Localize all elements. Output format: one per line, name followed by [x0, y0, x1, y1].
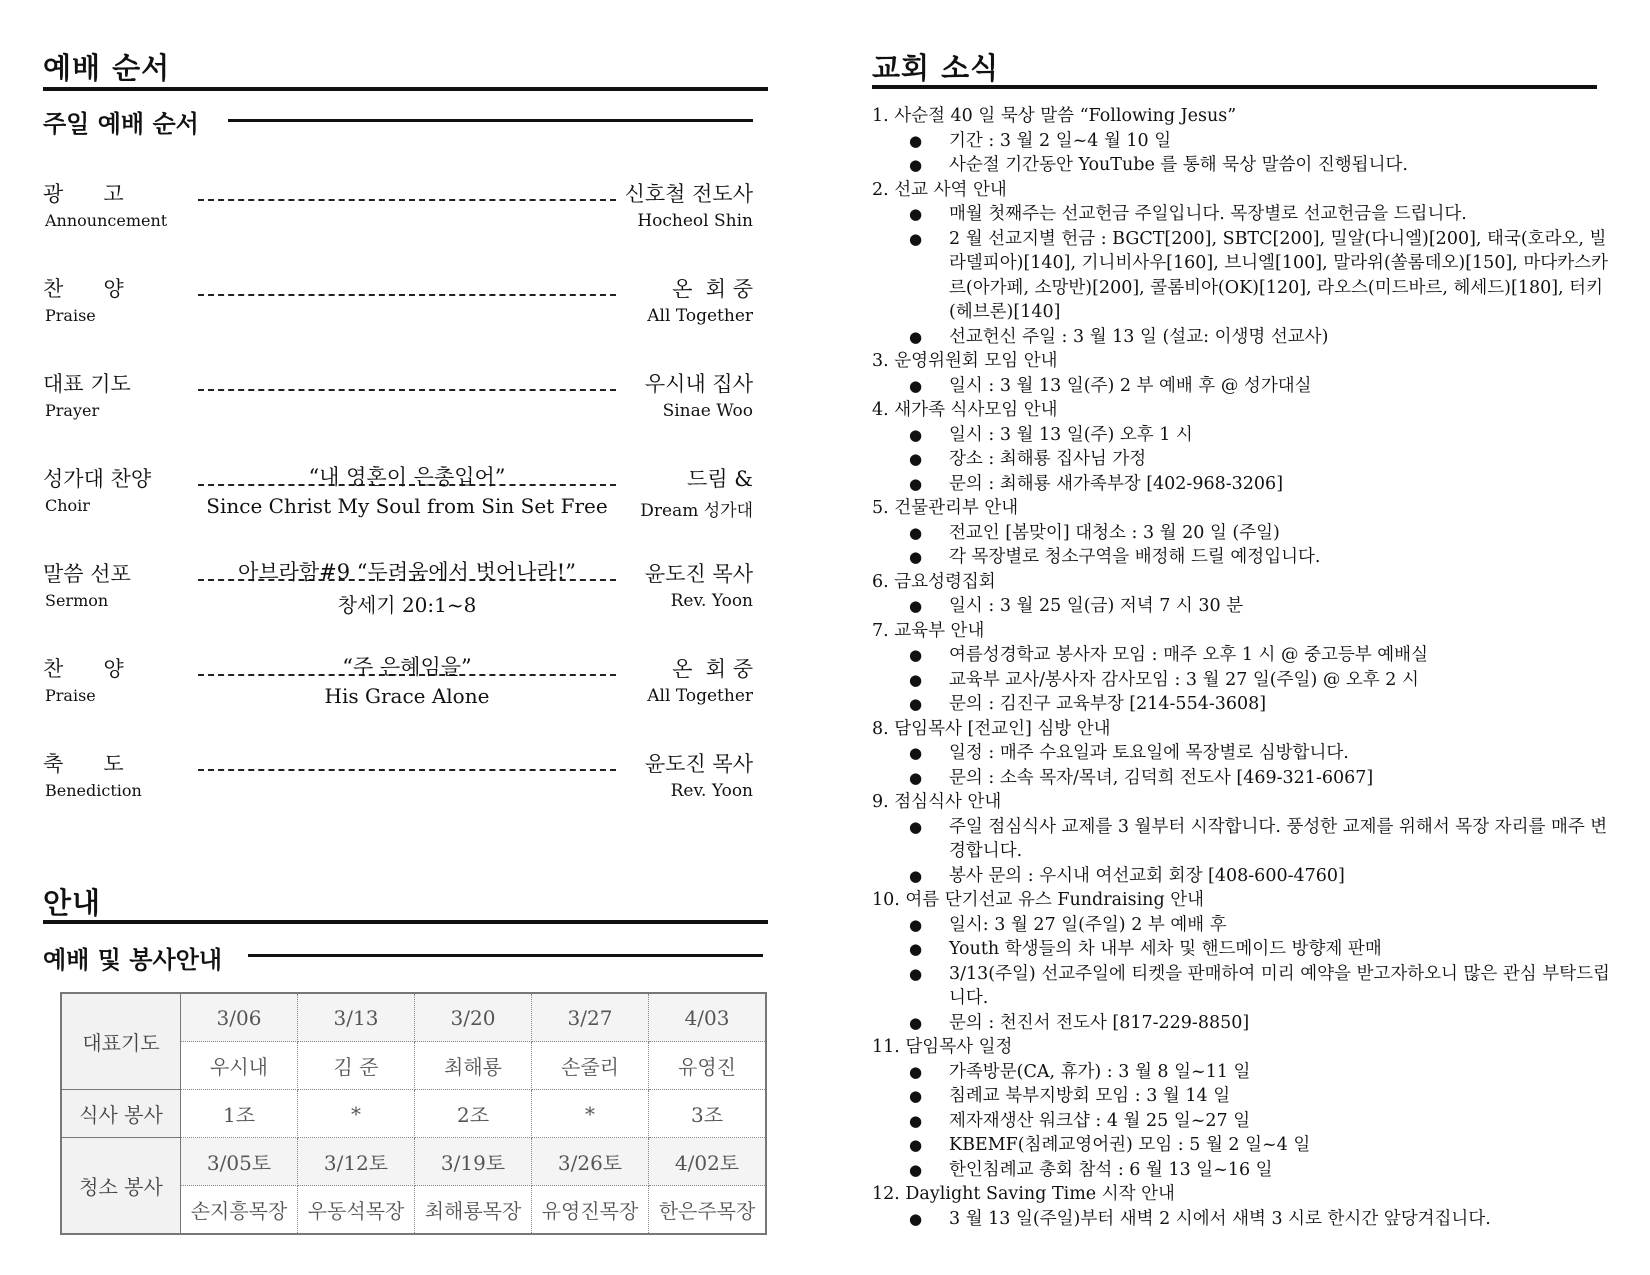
order-item-title: “내 영혼이 은총입어” — [308, 465, 506, 489]
order-item-english: Sermon — [45, 591, 109, 610]
news-bullet-text: Youth 학생들의 차 내부 세차 및 핸드메이드 방향제 판매 — [949, 939, 1382, 959]
list-item — [872, 374, 1612, 399]
news-heading: 11. 담임목사 일정 — [872, 1037, 1013, 1057]
dotted-leader — [198, 199, 616, 201]
subtitle-rule — [248, 954, 763, 957]
news-bullets — [872, 1207, 1612, 1232]
bullet-icon: ● — [909, 744, 923, 762]
bullet-icon: ● — [909, 205, 923, 223]
order-item-korean: 말씀 선포 — [43, 562, 131, 586]
title-rule — [43, 87, 768, 91]
news-bullets — [872, 374, 1612, 399]
news-bullets — [872, 643, 1612, 717]
bullet-icon: ● — [909, 450, 923, 468]
news-bullets — [872, 1060, 1612, 1183]
news-section — [872, 790, 1612, 888]
order-item-leader-english: Sinae Woo — [662, 401, 753, 421]
order-item-leader-english: Rev. Yoon — [670, 591, 753, 611]
order-row — [43, 368, 753, 430]
bullet-icon: ● — [909, 1062, 923, 1081]
order-item-leader: 신호철 전도사 — [624, 182, 753, 206]
news-section — [872, 888, 1612, 1035]
meal-cell: * — [532, 1090, 649, 1138]
meal-cell: 1조 — [181, 1090, 298, 1138]
news-bullet-text: 장소 : 최해룡 집사님 가정 — [949, 449, 1147, 469]
bullet-icon: ● — [909, 131, 923, 150]
bullet-icon: ● — [909, 156, 923, 174]
order-item-subtitle: His Grace Alone — [324, 684, 490, 708]
news-bullet-text: 문의 : 김진구 교육부장 [214-554-3608] — [949, 694, 1267, 714]
list-item — [872, 202, 1612, 227]
news-bullet-text: 일시: 3 월 27 일(주일) 2 부 예배 후 — [949, 914, 1227, 935]
clean-cell: 최해룡목장 — [415, 1186, 532, 1235]
clean-cell: 우동석목장 — [298, 1186, 415, 1235]
news-bullet-text: 일정 : 매주 수요일과 토요일에 목장별로 심방합니다. — [949, 743, 1349, 763]
news-bullet-text: 제자재생산 워크샵 : 4 월 25 일~27 일 — [949, 1110, 1251, 1131]
news-bullet-text: 일시 : 3 월 25 일(금) 저녁 7 시 30 분 — [949, 596, 1244, 616]
news-bullet-text: 3/13(주일) 선교주일에 티켓을 판매하여 미리 예약을 받고자하오니 많은 관심 부탁드립니다. — [949, 963, 1610, 1008]
order-item-leader: 윤도진 목사 — [644, 752, 753, 776]
order-item-leader: 온 회 중 — [672, 657, 753, 681]
bullet-icon: ● — [909, 915, 923, 934]
order-item-korean: 찬 양 — [43, 657, 124, 681]
list-item — [872, 594, 1612, 619]
news-bullets — [872, 594, 1612, 619]
bullet-icon: ● — [909, 1136, 923, 1154]
news-bullet-text: 문의 : 소속 목자/목녀, 김덕희 전도사 [469-321-6067] — [949, 767, 1374, 788]
list-item — [872, 129, 1612, 154]
bullet-icon: ● — [909, 1087, 923, 1105]
news-bullet-text: 침례교 북부지방회 모임 : 3 월 14 일 — [949, 1086, 1231, 1106]
news-section — [872, 1035, 1612, 1182]
bullet-icon: ● — [909, 817, 923, 836]
news-bullets — [872, 202, 1612, 349]
news-bullet-text: 기간 : 3 월 2 일~4 월 10 일 — [949, 130, 1172, 151]
prayer-cell: 우시내 — [181, 1042, 298, 1090]
list-item — [872, 1011, 1612, 1036]
news-heading: 12. Daylight Saving Time 시작 안내 — [872, 1184, 1175, 1204]
news-list — [872, 104, 1612, 1231]
news-bullet-text: KBEMF(침례교영어권) 모임 : 5 월 2 일~4 일 — [949, 1135, 1311, 1155]
news-heading: 2. 선교 사역 안내 — [872, 179, 1007, 200]
order-row — [43, 748, 753, 810]
order-item-english: Choir — [45, 496, 90, 515]
list-item — [872, 472, 1612, 497]
list-item — [872, 1207, 1612, 1232]
worship-panel — [43, 0, 768, 1275]
news-bullet-text: 한인침례교 총회 참석 : 6 월 13 일~16 일 — [949, 1159, 1273, 1180]
order-item-leader: 우시내 집사 — [644, 372, 753, 396]
order-item-english: Praise — [45, 686, 96, 705]
news-heading: 1. 사순절 40 일 묵상 말씀 “Following Jesus” — [872, 106, 1237, 126]
clean-date-cell: 3/12토 — [298, 1138, 415, 1186]
order-row — [43, 178, 753, 240]
list-item — [872, 668, 1612, 693]
bullet-icon: ● — [909, 523, 923, 542]
list-item — [872, 1158, 1612, 1183]
news-bullet-text: 2 월 선교지별 헌금 : BGCT[200], SBTC[200], 밀알(다니엘)[200], 태국(호라오, 빌라델피아)[140], 기니비사우[160], 브니엘[100], 말라위(쏠롬데오)[150], 마다카스카르(아가페, 소망반)[200], 콜롬비아(OK)[120], 라오스(미드바르, 헤세드)[180], 터키(헤브론)[140] — [949, 228, 1608, 322]
clean-date-cell: 3/26토 — [532, 1138, 649, 1186]
bullet-icon: ● — [909, 866, 923, 885]
bullet-icon: ● — [909, 964, 923, 983]
news-section — [872, 398, 1612, 496]
bullet-icon: ● — [909, 646, 923, 664]
order-item-title: “주 은혜임을” — [342, 655, 472, 679]
list-item — [872, 643, 1612, 668]
order-item-english: Announcement — [45, 211, 168, 230]
bullet-icon: ● — [909, 474, 923, 493]
clean-cell: 한은주목장 — [649, 1186, 767, 1235]
news-heading: 9. 점심식사 안내 — [872, 792, 1002, 812]
clean-date-cell: 4/02토 — [649, 1138, 767, 1186]
order-item-korean: 축 도 — [43, 752, 124, 776]
news-section — [872, 496, 1612, 570]
meal-label: 식사 봉사 — [61, 1090, 181, 1138]
list-item — [872, 423, 1612, 448]
prayer-cell: 김 준 — [298, 1042, 415, 1090]
order-item-subtitle: 창세기 20:1~8 — [337, 593, 477, 617]
service-schedule-table — [60, 992, 767, 1235]
bullet-icon: ● — [909, 940, 923, 958]
list-item — [872, 1109, 1612, 1134]
bullet-icon: ● — [909, 327, 923, 346]
bullet-icon: ● — [909, 548, 923, 566]
order-row — [43, 653, 753, 715]
list-item — [872, 1084, 1612, 1109]
list-item — [872, 937, 1612, 962]
order-row — [43, 273, 753, 335]
notice-title: 안내 — [43, 886, 102, 920]
order-item-korean: 대표 기도 — [43, 372, 131, 396]
bullet-icon: ● — [909, 597, 923, 615]
sunday-order-title: 주일 예배 순서 — [43, 110, 199, 138]
news-section — [872, 1182, 1612, 1231]
news-bullet-text: 교육부 교사/봉사자 감사모임 : 3 월 27 일(주일) @ 오후 2 시 — [949, 669, 1419, 690]
news-bullet-text: 3 월 13 일(주일)부터 새벽 2 시에서 새벽 3 시로 한시간 앞당겨집니다. — [949, 1208, 1491, 1229]
clean-date-cell: 3/05토 — [181, 1138, 298, 1186]
news-section — [872, 570, 1612, 619]
news-bullets — [872, 741, 1612, 790]
date-cell: 3/06 — [181, 993, 298, 1042]
order-item-korean: 성가대 찬양 — [43, 467, 152, 491]
news-heading: 6. 금요성령집회 — [872, 571, 996, 592]
meal-cell: 2조 — [415, 1090, 532, 1138]
order-item-leader-english: All Together — [647, 306, 753, 326]
table-row — [61, 993, 766, 1042]
order-item-leader-english: Hocheol Shin — [637, 211, 753, 231]
list-item — [872, 153, 1612, 178]
order-item-leader: 윤도진 목사 — [644, 562, 753, 586]
news-heading: 5. 건물관리부 안내 — [872, 498, 1019, 518]
list-item — [872, 864, 1612, 889]
church-news-panel — [872, 0, 1612, 1275]
bullet-icon: ● — [909, 229, 923, 248]
news-heading: 7. 교육부 안내 — [872, 620, 985, 641]
table-row — [61, 1090, 766, 1138]
order-item-english: Praise — [45, 306, 96, 325]
list-item — [872, 913, 1612, 938]
order-item-korean: 찬 양 — [43, 277, 124, 301]
news-bullet-text: 일시 : 3 월 13 일(주) 2 부 예배 후 @ 성가대실 — [949, 375, 1312, 396]
list-item — [872, 1060, 1612, 1085]
list-item — [872, 741, 1612, 766]
order-item-subtitle: Since Christ My Soul from Sin Set Free — [206, 494, 608, 518]
bullet-icon: ● — [909, 1013, 923, 1032]
order-row — [43, 558, 753, 620]
date-cell: 3/27 — [532, 993, 649, 1042]
news-bullet-text: 전교인 [봄맞이] 대청소 : 3 월 20 일 (주일) — [949, 522, 1280, 543]
date-cell: 3/20 — [415, 993, 532, 1042]
dotted-leader — [198, 769, 616, 771]
date-cell: 3/13 — [298, 993, 415, 1042]
subtitle-rule — [228, 119, 753, 122]
order-item-leader: 드림 & — [687, 467, 753, 491]
bullet-icon: ● — [909, 1111, 923, 1130]
news-bullet-text: 문의 : 천진서 전도사 [817-229-8850] — [949, 1012, 1250, 1033]
title-rule — [872, 85, 1597, 89]
news-heading: 4. 새가족 식사모임 안내 — [872, 400, 1058, 420]
list-item — [872, 1133, 1612, 1158]
clean-cell: 손지흥목장 — [181, 1186, 298, 1235]
news-bullet-text: 여름성경학교 봉사자 모임 : 매주 오후 1 시 @ 중고등부 예배실 — [949, 645, 1428, 665]
prayer-label: 대표기도 — [61, 993, 181, 1090]
clean-cell: 유영진목장 — [532, 1186, 649, 1235]
order-item-leader: 온 회 중 — [672, 277, 753, 301]
bullet-icon: ● — [909, 1209, 923, 1228]
news-bullets — [872, 423, 1612, 497]
news-section — [872, 619, 1612, 717]
list-item — [872, 447, 1612, 472]
order-item-leader-english: Rev. Yoon — [670, 781, 753, 801]
news-section — [872, 178, 1612, 350]
order-item-korean: 광 고 — [43, 182, 124, 206]
news-section — [872, 104, 1612, 178]
news-section — [872, 717, 1612, 791]
meal-cell: * — [298, 1090, 415, 1138]
list-item — [872, 692, 1612, 717]
list-item — [872, 545, 1612, 570]
news-bullet-text: 가족방문(CA, 휴가) : 3 월 8 일~11 일 — [949, 1061, 1251, 1082]
list-item — [872, 815, 1612, 864]
title-rule — [43, 920, 768, 924]
list-item — [872, 227, 1612, 325]
prayer-cell: 최해룡 — [415, 1042, 532, 1090]
news-bullet-text: 매월 첫째주는 선교헌금 주일입니다. 목장별로 선교헌금을 드립니다. — [949, 204, 1467, 224]
news-heading: 10. 여름 단기선교 유스 Fundraising 안내 — [872, 890, 1205, 910]
bullet-icon: ● — [909, 1160, 923, 1179]
order-item-leader-english: All Together — [647, 686, 753, 706]
news-section — [872, 349, 1612, 398]
news-bullets — [872, 913, 1612, 1036]
news-bullet-text: 각 목장별로 청소구역을 배정해 드릴 예정입니다. — [949, 547, 1321, 567]
list-item — [872, 325, 1612, 350]
news-bullet-text: 사순절 기간동안 YouTube 를 통해 묵상 말씀이 진행됩니다. — [949, 155, 1408, 175]
order-item-title: 아브라함#9 “두려움에서 벗어나라!” — [238, 560, 576, 584]
meal-cell: 3조 — [649, 1090, 767, 1138]
order-item-english: Benediction — [45, 781, 142, 800]
news-bullet-text: 선교헌신 주일 : 3 월 13 일 (설교: 이생명 선교사) — [949, 326, 1329, 347]
news-heading: 3. 운영위원회 모임 안내 — [872, 351, 1058, 371]
worship-order-title: 예배 순서 — [43, 51, 171, 85]
list-item — [872, 766, 1612, 791]
service-guide-title: 예배 및 봉사안내 — [43, 946, 222, 974]
order-item-leader-english: Dream 성가대 — [640, 501, 753, 521]
bullet-icon: ● — [909, 376, 923, 395]
prayer-cell: 손줄리 — [532, 1042, 649, 1090]
order-row — [43, 463, 753, 525]
clean-label: 청소 봉사 — [61, 1138, 181, 1235]
bullet-icon: ● — [909, 695, 923, 713]
clean-date-cell: 3/19토 — [415, 1138, 532, 1186]
news-bullet-text: 문의 : 최해룡 새가족부장 [402-968-3206] — [949, 473, 1284, 494]
news-bullets — [872, 521, 1612, 570]
news-bullets — [872, 815, 1612, 889]
bullet-icon: ● — [909, 425, 923, 444]
dotted-leader — [198, 389, 616, 391]
bullet-icon: ● — [909, 768, 923, 787]
prayer-cell: 유영진 — [649, 1042, 767, 1090]
bullet-icon: ● — [909, 670, 923, 689]
list-item — [872, 962, 1612, 1011]
table-row — [61, 1138, 766, 1186]
dotted-leader — [198, 294, 616, 296]
church-news-title: 교회 소식 — [872, 51, 1000, 85]
news-heading: 8. 담임목사 [전교인] 심방 안내 — [872, 718, 1111, 739]
list-item — [872, 521, 1612, 546]
news-bullet-text: 봉사 문의 : 우시내 여선교회 회장 [408-600-4760] — [949, 865, 1345, 886]
order-item-english: Prayer — [45, 401, 100, 420]
date-cell: 4/03 — [649, 993, 767, 1042]
news-bullet-text: 일시 : 3 월 13 일(주) 오후 1 시 — [949, 424, 1193, 445]
news-bullets — [872, 129, 1612, 178]
news-bullet-text: 주일 점심식사 교제를 3 월부터 시작합니다. 풍성한 교제를 위해서 목장 자리를 매주 변경합니다. — [949, 816, 1608, 861]
